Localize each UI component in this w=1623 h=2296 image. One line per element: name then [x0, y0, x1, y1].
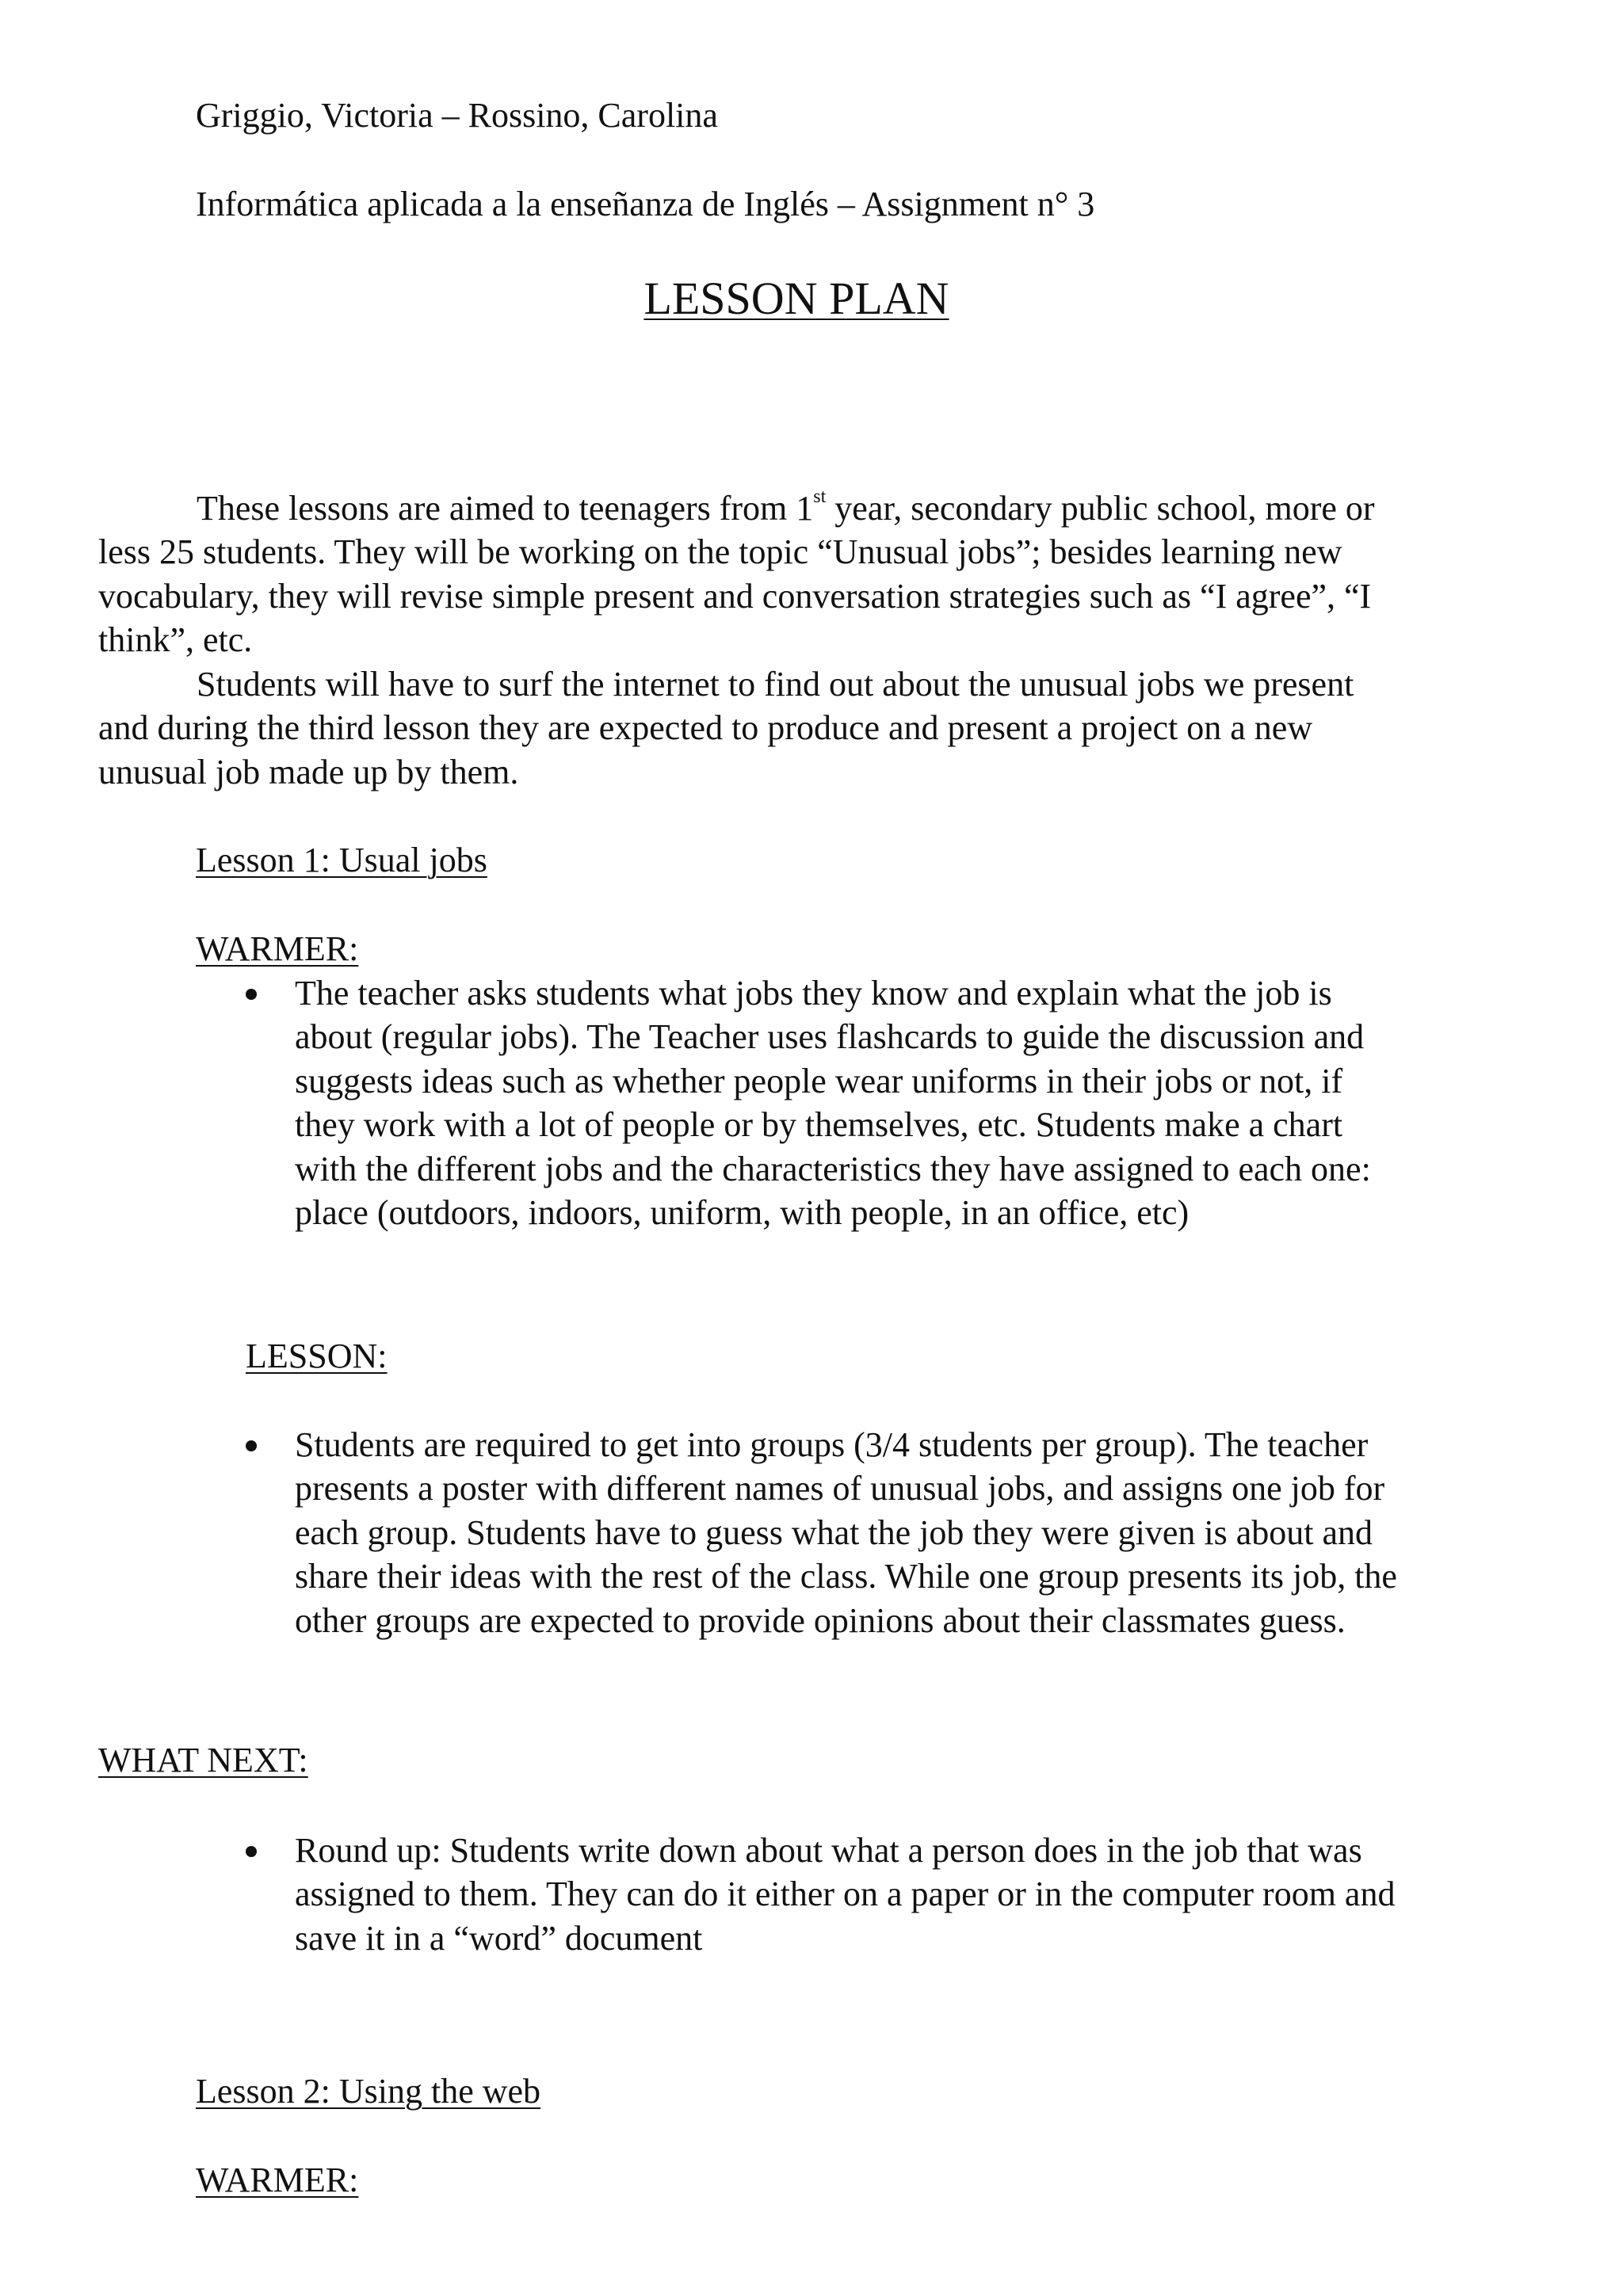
intro-section: [98, 486, 1398, 794]
bullet-icon: [246, 1440, 257, 1451]
lesson1-whatnext-list: [246, 1829, 1411, 1960]
lesson1-warmer-label: WARMER:: [196, 929, 359, 968]
authors-line: Griggio, Victoria – Rossino, Carolina: [196, 96, 718, 135]
lesson1-warmer-list: [246, 971, 1411, 1235]
page-title: LESSON PLAN: [643, 273, 949, 324]
bullet-icon: [246, 1846, 257, 1857]
list-item: Students are required to get into groups (3/4 students per group). The teacher presents a poster with different names of unusual jobs, and assigns one job for each group. Students have to guess what the job they were given is about and share their ideas with the rest of the class. While one group presents its job, the other groups are expected to provide opinions about their classmates guess.: [246, 1423, 1411, 1642]
bullet-icon: [246, 989, 257, 1000]
list-item: Round up: Students write down about what a person does in the job that was assigned to them. They can do it either on a paper or in the computer room and save it in a “word” document: [246, 1829, 1411, 1960]
lesson2-heading: Lesson 2: Using the web: [196, 2072, 541, 2111]
lesson1-whatnext-label: WHAT NEXT:: [98, 1741, 308, 1779]
course-line: Informática aplicada a la enseñanza de Inglés – Assignment n° 3: [196, 185, 1095, 223]
intro-paragraph-1: These lessons are aimed to teenagers from 1st year, secondary public school, more or less 25 students. They will be working on the topic “Unusual jobs”; besides learning new vocabulary, they will revise simple present and conversation strategies such as “I agree”, “I think”, etc.: [98, 486, 1375, 660]
list-item: The teacher asks students what jobs they know and explain what the job is about (regular jobs). The Teacher uses flashcards to guide the discussion and suggests ideas such as whether people wear uniforms in their jobs or not, if they work with a lot of people or by themselves, etc. Students make a chart with the different jobs and the characteristics they have assigned to each one: place (outdoors, indoors, uniform, with people, in an office, etc): [246, 971, 1411, 1235]
lesson1-lesson-label: LESSON:: [246, 1337, 388, 1375]
lesson1-heading: Lesson 1: Usual jobs: [196, 841, 487, 879]
lesson2-warmer-label: WARMER:: [196, 2161, 359, 2199]
lesson1-lesson-list: [246, 1423, 1411, 1642]
intro-paragraph-2: Students will have to surf the internet to find out about the unusual jobs we present and during the third lesson they are expected to produce and present a project on a new unusual job made up by them.: [98, 664, 1354, 791]
